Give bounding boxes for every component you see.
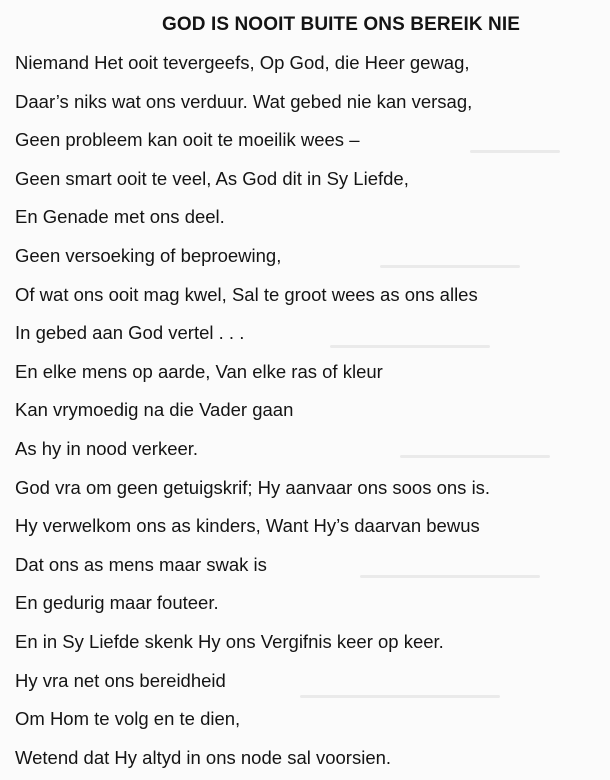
poem-line: Dat ons as mens maar swak is: [15, 553, 267, 575]
poem-line: En elke mens op aarde, Van elke ras of kleur: [15, 360, 383, 382]
poem-line: God vra om geen getuigskrif; Hy aanvaar ons soos ons is.: [15, 476, 491, 498]
poem-line: As hy in nood verkeer.: [15, 437, 199, 459]
poem-line: En in Sy Liefde skenk Hy ons Vergifnis keer op keer.: [15, 630, 444, 652]
poem-line: Hy vra net ons bereidheid: [15, 669, 226, 691]
poem-line: Hy verwelkom ons as kinders, Want Hy’s daarvan bewus: [15, 515, 480, 537]
poem-line: Daar’s niks wat ons verduur. Wat gebed nie kan versag,: [15, 90, 473, 112]
poem-line: Geen probleem kan ooit te moeilik wees –: [15, 129, 360, 151]
poem-line: Kan vrymoedig na die Vader gaan: [15, 399, 294, 421]
poem-line: Om Hom te volg en te dien,: [15, 708, 241, 730]
poem-line: En Genade met ons deel.: [15, 206, 225, 228]
poem-line: Geen versoeking of beproewing,: [15, 244, 282, 266]
poem-line: Wetend dat Hy altyd in ons node sal voorsien.: [15, 746, 392, 768]
poem-line: Geen smart ooit te veel, As God dit in Sy Liefde,: [15, 167, 409, 189]
poem-body: [15, 52, 490, 780]
poem-line: Of wat ons ooit mag kwel, Sal te groot wees as ons alles: [15, 283, 478, 305]
poem-line: In gebed aan God vertel . . .: [15, 322, 245, 344]
poem-line: Niemand Het ooit tevergeefs, Op God, die Heer gewag,: [15, 52, 470, 73]
poem-line: En gedurig maar fouteer.: [15, 592, 219, 614]
poem-title: GOD IS NOOIT BUITE ONS BEREIK NIE: [162, 14, 521, 35]
